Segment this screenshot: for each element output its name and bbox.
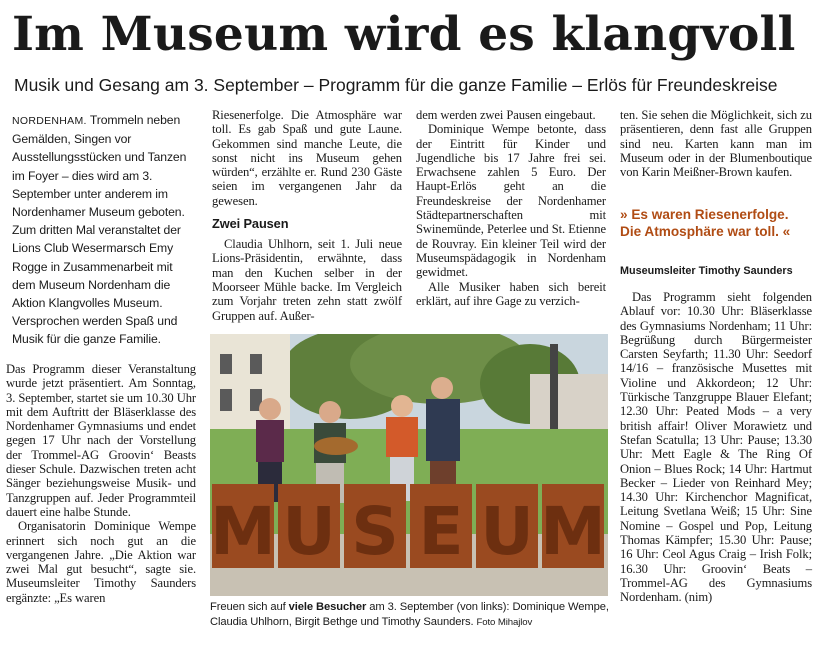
body-paragraph: dem werden zwei Pausen eingebaut. (416, 108, 596, 122)
article-photo (210, 334, 608, 596)
caption-text-end: am 3. September (von links): Dominique Wempe, Claudia Uhlhorn, Birgit Bethge und Timothy Saunders. (210, 601, 609, 628)
intro-paragraph (12, 111, 196, 349)
sculpture-letter: S (351, 493, 399, 570)
body-paragraph: Dominique Wempe betonte, dass der Eintritt für Kinder und Jugendliche bis 17 Jahre frei sei. Erwachsene zahlen 5 Euro. Der Haupt-Erlös geht an die Freundeskreise der Nordenhamer Städtepartnerschaften mit Swinemünde, Peterlee und St. Etienne de Rouvray. Ein kleiner Teil wird der Museumspädagogik in Nordenham gewidmet. (416, 122, 606, 280)
body-paragraph: Riesenerfolge. Die Atmosphäre war toll. Es gab Spaß und gute Laune. Gekommen sind manche Leute, die sonst nicht ins Museum gehen würden“, erzählte er. Rund 230 Gäste seien im vergangenen Jahr da gewesen. (212, 108, 402, 208)
intro-text: Trommeln neben Gemälden, Singen vor Ausstellungsstücken und Tanzen im Foyer – dies wird am 3. September unter anderem im Nordenhamer Museum geboten. Zum dritten Mal veranstaltet der Lions Club Wesermarsch Emy Rogge in Zusammenarbeit mit dem Museum Nordenham die Aktion Klangvolles Museum. Versprochen werden Spaß und Musik für die ganze Familie. (12, 113, 187, 347)
body-paragraph: Claudia Uhlhorn, seit 1. Juli neue Lions-Präsidentin, erwähnte, dass man den Kuchen selber in der Moorseer Mühle backe. Im Vergleich zum Vorjahr treten zehn statt zwölf Gruppen auf. Außer- (212, 237, 402, 323)
subheadline: Musik und Gesang am 3. September – Programm für die ganze Familie – Erlös für Freundeskreise (14, 75, 778, 95)
article-column-4 (620, 108, 812, 179)
photo-credit: Foto Mihajlov (476, 617, 533, 628)
caption-emphasis: viele Besucher (288, 601, 367, 613)
caption-text: Freuen sich auf (210, 601, 289, 613)
pull-quote: » Es waren Riesenerfolge. Die Atmosphäre war toll. « (620, 207, 791, 239)
body-paragraph: Organisatorin Dominique Wempe erinnert sich noch gut an die vergangenen Jahre. „Die Aktion war zwei Mal gut besucht“, sagte sie. Museumsleiter Timothy Saunders ergänzte: „Es waren (6, 519, 196, 605)
sculpture-letter: E (418, 493, 464, 570)
article-column-2 (212, 108, 402, 323)
dateline: NORDENHAM. (12, 115, 87, 127)
body-paragraph: Alle Musiker haben sich bereit erklärt, auf ihre Gage zu verzich- (416, 279, 606, 308)
photo-caption (210, 600, 610, 630)
program-schedule (620, 290, 812, 605)
headline: Im Museum wird es klangvoll (12, 7, 796, 62)
pull-quote-source: Museumsleiter Timothy Saunders (620, 265, 793, 277)
body-paragraph: Das Programm sieht folgenden Ablauf vor: 10.30 Uhr: Bläserklasse des Gymnasiums Nordenham; 11 Uhr: Begrüßung durch Bürgermeister Carsten Seyfarth; 11.30 Uhr: Seedorf 14/16 – französische Musettes mit Violine und Akkordeon; 12 Uhr: Türkische Tanzgruppe Blauer Elefant; 12.30 Uhr: Peated Mods – a very british affair! Oliver Morawietz und Stefan Scatulla; 13 Uhr: Pause; 13.30 Uhr: Mett Eagle & The Ring Of Onion – Blues Rock; 14 Uhr: Hartmut Becker – Lieder von Reinhard Mey; 14.30 Uhr: Kirchenchor Magnificat, Leitung Svetlana Weiß; 15 Uhr: Sine Nomine – Gospel und Pop, Leitung Thomas Kämpfer; 15.30 Uhr: Pause; 16 Uhr: Ceol Agus Craig – Irish Folk; 16.30 Uhr: Groovin‘ Beats – Trommel-AG des Gymnasiums Nordenham. (nim) (620, 290, 812, 605)
photo-illustration (210, 334, 608, 596)
article-column-3 (416, 108, 606, 308)
sculpture-letter: U (282, 493, 336, 570)
body-paragraph: Das Programm dieser Veranstaltung wurde jetzt präsentiert. Am Sonntag, 3. September, startet sie um 10.30 Uhr mit dem Auftritt der Bläserklasse des Nordenhamer Gymnasiums und endet gegen 17 Uhr nach der Vorstellung der Trommel-AG Groovin‘ Beasts dieser Schule. Dazwischen treten acht Sänger beziehungsweise Musik- und Tanzgruppen auf. Jeder Programmteil dauert eine halbe Stunde. (6, 362, 196, 519)
sculpture-letter: M (540, 493, 606, 570)
section-subheading: Zwei Pausen (212, 216, 289, 232)
sculpture-letter: M (210, 493, 276, 570)
body-paragraph: ten. Sie sehen die Möglichkeit, sich zu präsentieren, denn fast alle Gruppen sind neu. Karten kann man im Museum oder in der Blumenboutique von Karin Meißner-Brown kaufen. (620, 108, 812, 180)
article-column-1 (6, 362, 196, 605)
sculpture-letter: U (480, 493, 534, 570)
